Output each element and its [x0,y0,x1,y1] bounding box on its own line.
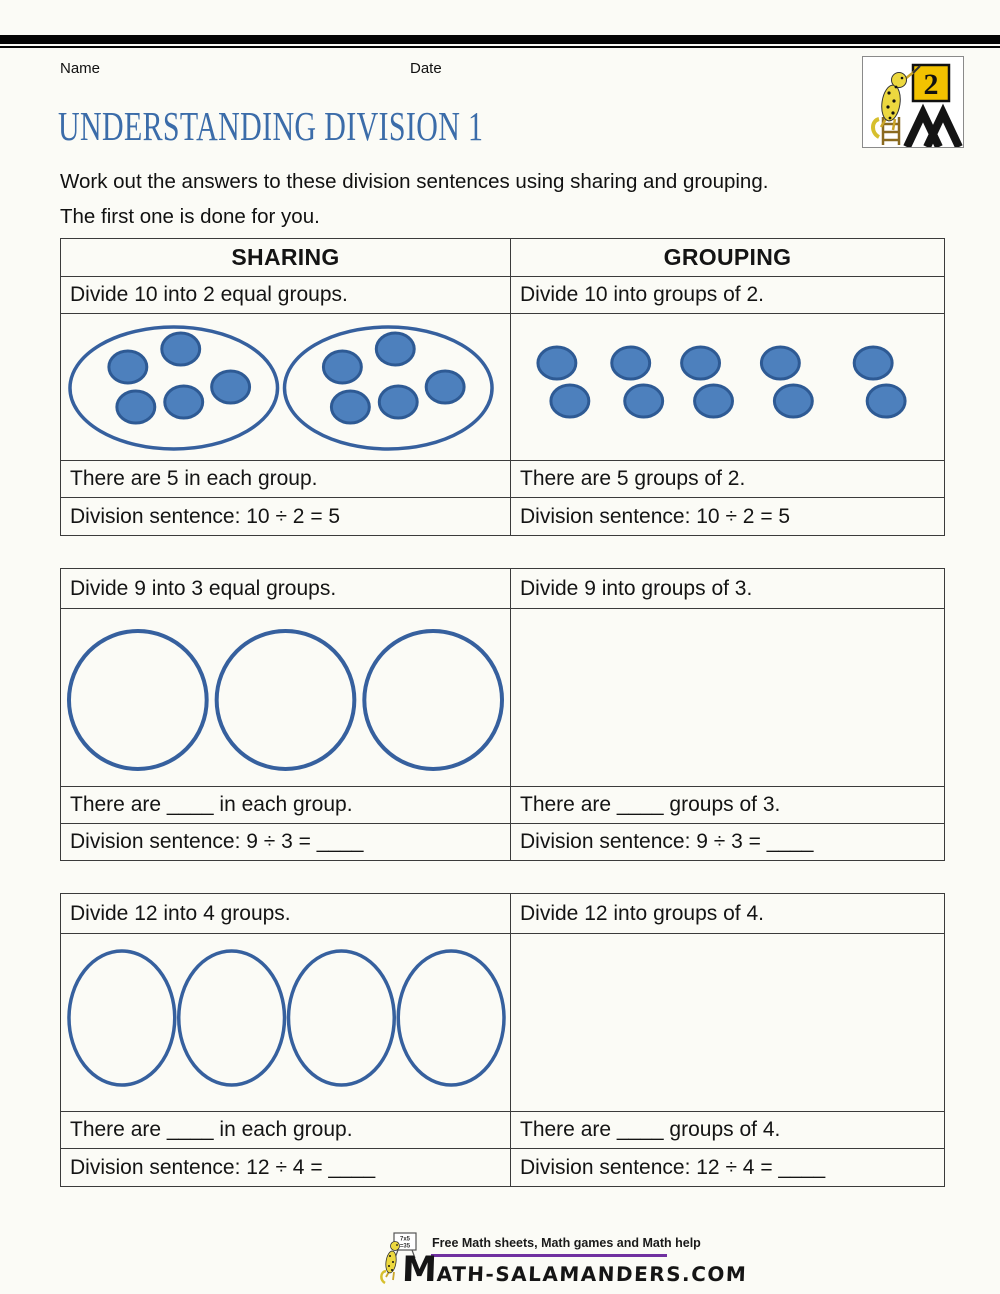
answer-cell: There are ____ groups of 4. [511,1112,945,1149]
prompt-cell: Divide 9 into 3 equal groups. [61,569,511,609]
wordmark-m: M [401,1250,438,1290]
division-sentence-cell: Division sentence: 12 ÷ 4 = ____ [511,1149,945,1187]
answer-cell: There are 5 in each group. [61,461,511,498]
board-text: =35 [399,1243,411,1250]
answer-cell: There are ____ groups of 3. [511,787,945,824]
page-title: UNDERSTANDING DIVISION 1 [58,103,484,149]
prompt-cell: Divide 12 into 4 groups. [61,894,511,934]
prompt-cell: Divide 10 into 2 equal groups. [61,277,511,314]
worksheet-table-2 [60,568,945,861]
logo-letter-m [907,113,959,147]
division-sentence-cell: Division sentence: 9 ÷ 3 = ____ [61,824,511,861]
wordmark-rest: ATH-SALAMANDERS.COM [436,1262,748,1286]
sharing-ovals-visual [61,934,510,1111]
division-sentence-cell: Division sentence: 12 ÷ 4 = ____ [61,1149,511,1187]
name-label: Name [60,60,101,77]
grouping-workspace [511,609,944,786]
prompt-cell: Divide 10 into groups of 2. [511,277,945,314]
grouping-workspace [511,934,944,1111]
grade-number: 2 [923,68,939,101]
answer-cell: There are ____ in each group. [61,1112,511,1149]
division-sentence-cell: Division sentence: 10 ÷ 2 = 5 [61,498,511,536]
instruction-line-1: Work out the answers to these division sentences using sharing and grouping. [60,170,769,193]
worksheet-table-3 [60,893,945,1187]
division-sentence-cell: Division sentence: 9 ÷ 3 = ____ [511,824,945,861]
footer-wordmark [401,1250,748,1290]
sharing-dots-visual [61,314,510,460]
prompt-cell: Divide 12 into groups of 4. [511,894,945,934]
column-header-sharing: SHARING [61,239,511,277]
column-header-grouping: GROUPING [511,239,945,277]
date-label: Date [410,60,442,77]
board-text: 7x5 [399,1236,411,1243]
grade-badge-logo [862,56,964,148]
top-border-bar [0,35,1000,44]
footer-tagline: Free Math sheets, Math games and Math help [432,1236,701,1250]
answer-cell: There are 5 groups of 2. [511,461,945,498]
sharing-circles-visual [61,609,510,786]
instruction-line-2: The first one is done for you. [60,205,320,228]
salamander-icon [381,1242,399,1284]
prompt-cell: Divide 9 into groups of 3. [511,569,945,609]
top-border-line [0,46,1000,48]
grouping-dots-visual [511,314,944,460]
salamander-grade-icon [863,57,963,147]
division-sentence-cell: Division sentence: 10 ÷ 2 = 5 [511,498,945,536]
answer-cell: There are ____ in each group. [61,787,511,824]
worksheet-table-1 [60,238,945,536]
